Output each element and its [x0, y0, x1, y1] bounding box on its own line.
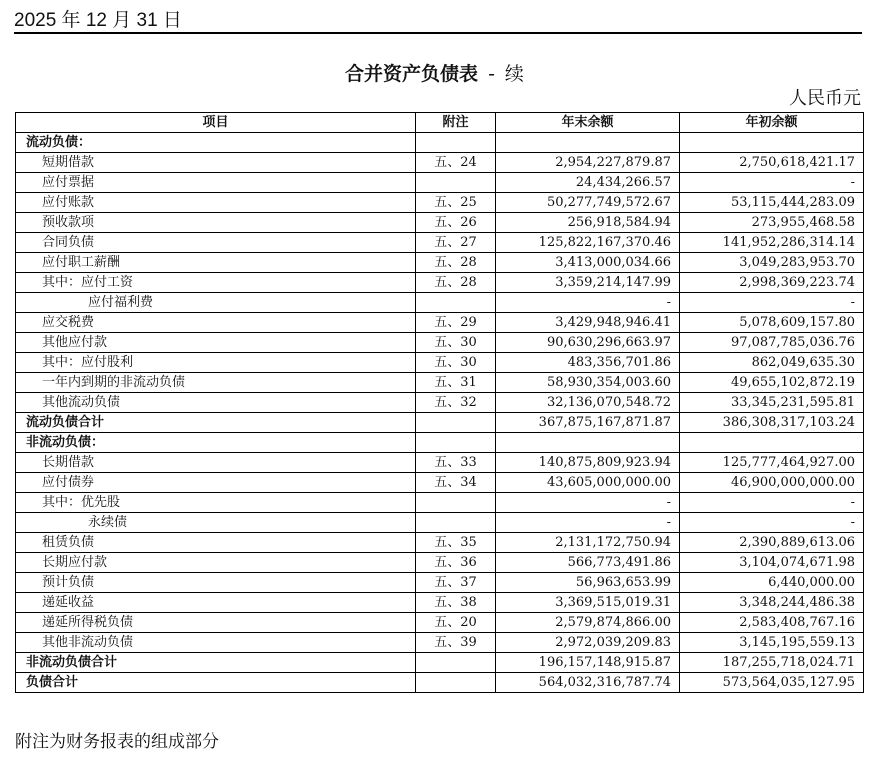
- row-end-balance: -: [496, 513, 680, 533]
- table-row: [16, 613, 864, 633]
- row-note: [416, 293, 496, 313]
- table-row: [16, 373, 864, 393]
- row-begin-balance: 386,308,317,103.24: [680, 413, 864, 433]
- row-end-balance: [496, 433, 680, 453]
- row-note: 五、39: [416, 633, 496, 653]
- row-note: 五、25: [416, 193, 496, 213]
- row-note: 五、29: [416, 313, 496, 333]
- row-note: 五、26: [416, 213, 496, 233]
- row-item-label: 合同负债: [16, 233, 416, 253]
- row-begin-balance: 49,655,102,872.19: [680, 373, 864, 393]
- table-row: [16, 273, 864, 293]
- row-begin-balance: 2,583,408,767.16: [680, 613, 864, 633]
- row-item-label: 其中：应付工资: [16, 273, 416, 293]
- title-separator: -: [488, 63, 495, 85]
- row-note: 五、24: [416, 153, 496, 173]
- table-row: [16, 633, 864, 653]
- row-end-balance: 32,136,070,548.72: [496, 393, 680, 413]
- row-item-label: 应付账款: [16, 193, 416, 213]
- table-row: [16, 493, 864, 513]
- row-item-label: 应付票据: [16, 173, 416, 193]
- row-note: 五、35: [416, 533, 496, 553]
- title-suffix: 续: [504, 63, 524, 85]
- row-note: 五、30: [416, 353, 496, 373]
- row-begin-balance: 3,145,195,559.13: [680, 633, 864, 653]
- row-begin-balance: 33,345,231,595.81: [680, 393, 864, 413]
- row-note: [416, 673, 496, 693]
- row-begin-balance: 97,087,785,036.76: [680, 333, 864, 353]
- row-note: 五、20: [416, 613, 496, 633]
- row-end-balance: 367,875,167,871.87: [496, 413, 680, 433]
- column-header-end-balance: 年末余额: [496, 113, 680, 133]
- currency-unit: 人民币元: [789, 88, 861, 109]
- row-begin-balance: -: [680, 293, 864, 313]
- row-item-label: 递延所得税负债: [16, 613, 416, 633]
- table-row: [16, 133, 864, 153]
- row-end-balance: 125,822,167,370.46: [496, 233, 680, 253]
- report-title: [0, 61, 869, 87]
- balance-sheet-table: [15, 112, 864, 693]
- row-item-label: 递延收益: [16, 593, 416, 613]
- row-begin-balance: -: [680, 173, 864, 193]
- row-begin-balance: 187,255,718,024.71: [680, 653, 864, 673]
- row-begin-balance: -: [680, 493, 864, 513]
- row-begin-balance: 2,998,369,223.74: [680, 273, 864, 293]
- row-item-label: 其他流动负债: [16, 393, 416, 413]
- row-note: [416, 513, 496, 533]
- row-note: [416, 433, 496, 453]
- row-note: [416, 133, 496, 153]
- row-item-label: 流动负债：: [16, 133, 416, 153]
- row-note: 五、30: [416, 333, 496, 353]
- row-end-balance: 56,963,653.99: [496, 573, 680, 593]
- row-end-balance: 483,356,701.86: [496, 353, 680, 373]
- row-begin-balance: 6,440,000.00: [680, 573, 864, 593]
- row-end-balance: 566,773,491.86: [496, 553, 680, 573]
- column-header-begin-balance: 年初余额: [680, 113, 864, 133]
- table-row: [16, 453, 864, 473]
- table-body: [16, 133, 864, 693]
- row-end-balance: 58,930,354,003.60: [496, 373, 680, 393]
- row-begin-balance: 5,078,609,157.80: [680, 313, 864, 333]
- row-begin-balance: 3,348,244,486.38: [680, 593, 864, 613]
- row-end-balance: 43,605,000,000.00: [496, 473, 680, 493]
- row-item-label: 长期应付款: [16, 553, 416, 573]
- row-note: 五、27: [416, 233, 496, 253]
- table-row: [16, 513, 864, 533]
- table-row: [16, 473, 864, 493]
- row-item-label: 流动负债合计: [16, 413, 416, 433]
- row-item-label: 租赁负债: [16, 533, 416, 553]
- column-header-note: 附注: [416, 113, 496, 133]
- column-header-item: 项目: [16, 113, 416, 133]
- row-note: 五、28: [416, 273, 496, 293]
- row-note: 五、38: [416, 593, 496, 613]
- row-begin-balance: -: [680, 513, 864, 533]
- table-row: [16, 673, 864, 693]
- row-item-label: 预计负债: [16, 573, 416, 593]
- row-end-balance: 564,032,316,787.74: [496, 673, 680, 693]
- row-item-label: 长期借款: [16, 453, 416, 473]
- table-row: [16, 533, 864, 553]
- title-main: 合并资产负债表: [345, 63, 479, 85]
- row-note: 五、37: [416, 573, 496, 593]
- row-note: 五、34: [416, 473, 496, 493]
- row-note: 五、32: [416, 393, 496, 413]
- row-end-balance: [496, 133, 680, 153]
- row-note: 五、28: [416, 253, 496, 273]
- table-row: [16, 213, 864, 233]
- row-end-balance: 2,131,172,750.94: [496, 533, 680, 553]
- row-note: [416, 173, 496, 193]
- row-end-balance: 50,277,749,572.67: [496, 193, 680, 213]
- row-begin-balance: 46,900,000,000.00: [680, 473, 864, 493]
- row-end-balance: 256,918,584.94: [496, 213, 680, 233]
- row-note: [416, 493, 496, 513]
- table-row: [16, 253, 864, 273]
- row-end-balance: 196,157,148,915.87: [496, 653, 680, 673]
- table-row: [16, 553, 864, 573]
- row-begin-balance: 273,955,468.58: [680, 213, 864, 233]
- row-begin-balance: 125,777,464,927.00: [680, 453, 864, 473]
- row-begin-balance: 141,952,286,314.14: [680, 233, 864, 253]
- table-row: [16, 333, 864, 353]
- row-begin-balance: [680, 133, 864, 153]
- row-end-balance: 3,429,948,946.41: [496, 313, 680, 333]
- row-end-balance: 2,579,874,866.00: [496, 613, 680, 633]
- table-row: [16, 313, 864, 333]
- row-item-label: 短期借款: [16, 153, 416, 173]
- table-row: [16, 233, 864, 253]
- table-row: [16, 153, 864, 173]
- table-row: [16, 433, 864, 453]
- row-item-label: 其他非流动负债: [16, 633, 416, 653]
- row-note: [416, 653, 496, 673]
- row-end-balance: -: [496, 293, 680, 313]
- footer-note: 附注为财务报表的组成部分: [15, 732, 219, 752]
- table-row: [16, 193, 864, 213]
- row-item-label: 应付债券: [16, 473, 416, 493]
- row-end-balance: 3,413,000,034.66: [496, 253, 680, 273]
- row-note: 五、36: [416, 553, 496, 573]
- row-end-balance: -: [496, 493, 680, 513]
- row-item-label: 预收款项: [16, 213, 416, 233]
- row-item-label: 其他应付款: [16, 333, 416, 353]
- row-item-label: 应交税费: [16, 313, 416, 333]
- row-end-balance: 2,954,227,879.87: [496, 153, 680, 173]
- row-end-balance: 3,369,515,019.31: [496, 593, 680, 613]
- row-begin-balance: [680, 433, 864, 453]
- row-note: [416, 413, 496, 433]
- row-item-label: 一年内到期的非流动负债: [16, 373, 416, 393]
- row-item-label: 永续债: [16, 513, 416, 533]
- row-end-balance: 3,359,214,147.99: [496, 273, 680, 293]
- row-item-label: 其中：应付股利: [16, 353, 416, 373]
- row-item-label: 其中：优先股: [16, 493, 416, 513]
- row-item-label: 非流动负债合计: [16, 653, 416, 673]
- row-begin-balance: 573,564,035,127.95: [680, 673, 864, 693]
- table-row: [16, 413, 864, 433]
- table-row: [16, 173, 864, 193]
- row-begin-balance: 2,390,889,613.06: [680, 533, 864, 553]
- table-row: [16, 293, 864, 313]
- row-item-label: 应付职工薪酬: [16, 253, 416, 273]
- table-row: [16, 573, 864, 593]
- row-begin-balance: 3,049,283,953.70: [680, 253, 864, 273]
- row-item-label: 非流动负债：: [16, 433, 416, 453]
- row-begin-balance: 3,104,074,671.98: [680, 553, 864, 573]
- table-row: [16, 653, 864, 673]
- table-row: [16, 353, 864, 373]
- row-note: 五、33: [416, 453, 496, 473]
- row-item-label: 应付福利费: [16, 293, 416, 313]
- report-date: 2025 年 12 月 31 日: [14, 8, 862, 34]
- row-begin-balance: 2,750,618,421.17: [680, 153, 864, 173]
- row-item-label: 负债合计: [16, 673, 416, 693]
- row-end-balance: 90,630,296,663.97: [496, 333, 680, 353]
- row-begin-balance: 862,049,635.30: [680, 353, 864, 373]
- row-end-balance: 2,972,039,209.83: [496, 633, 680, 653]
- table-row: [16, 593, 864, 613]
- row-begin-balance: 53,115,444,283.09: [680, 193, 864, 213]
- row-note: 五、31: [416, 373, 496, 393]
- row-end-balance: 24,434,266.57: [496, 173, 680, 193]
- row-end-balance: 140,875,809,923.94: [496, 453, 680, 473]
- table-header-row: [16, 113, 864, 133]
- table-row: [16, 393, 864, 413]
